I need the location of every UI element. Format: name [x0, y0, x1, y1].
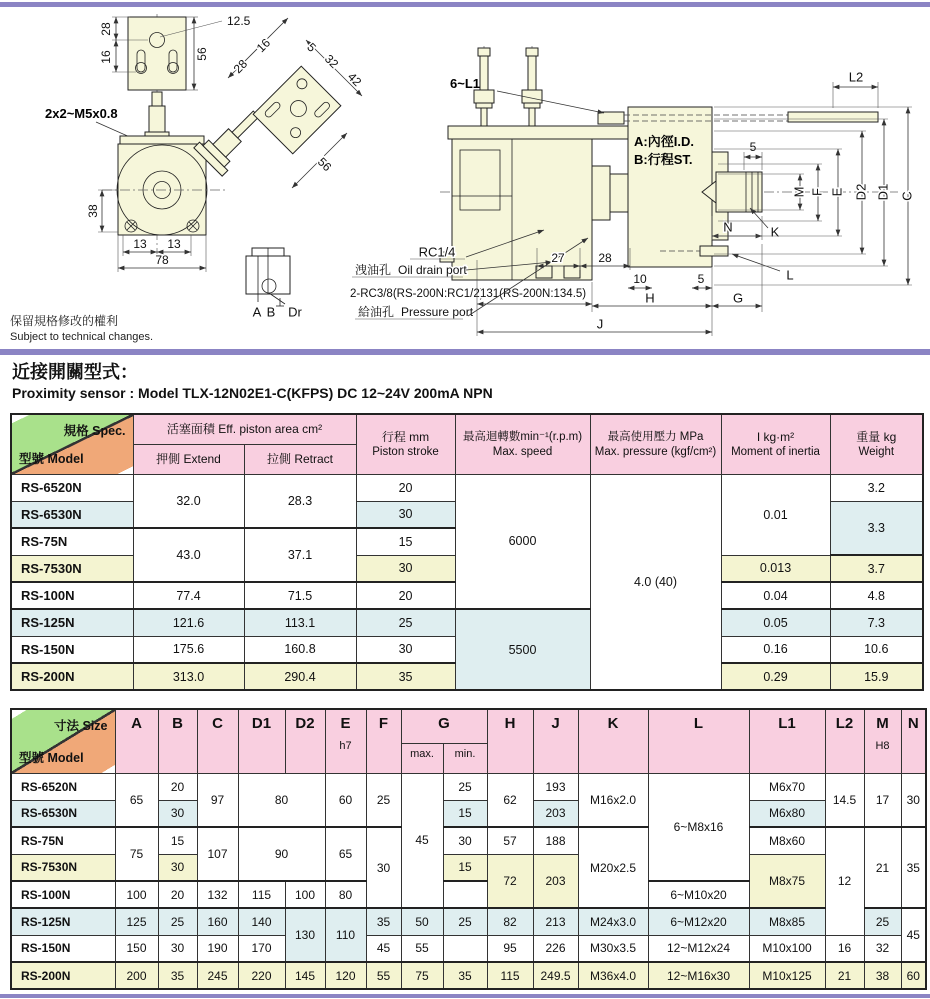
drain-zh: 洩油孔 [355, 263, 392, 278]
value-cell: 37.1 [244, 528, 356, 582]
value-cell: 0.29 [721, 663, 830, 690]
model-label: 型號 Model [19, 451, 84, 466]
technical-drawings [0, 0, 930, 348]
plate-dim-5: 5 [304, 40, 319, 55]
value-cell: 25 [366, 773, 401, 827]
col-header-l: L [648, 709, 749, 773]
dim-13b: 13 [167, 237, 181, 252]
value-cell: 21 [864, 827, 901, 908]
value-cell: 145 [285, 962, 325, 989]
value-cell [443, 935, 487, 962]
len131-label: 131(RS-200N:134.5) [480, 288, 587, 301]
value-cell: 203 [533, 800, 578, 827]
model-cell: RS-125N [11, 609, 133, 636]
col-header-g: G [401, 709, 487, 743]
size-label: 寸法 Size [54, 719, 108, 733]
value-cell: 82 [487, 908, 533, 935]
table-row [11, 773, 926, 800]
value-cell: 71.5 [244, 582, 356, 609]
value-cell: 15.9 [830, 663, 923, 690]
value-cell: 20 [158, 773, 197, 800]
section-divider-bar [0, 349, 930, 355]
value-cell: M8x75 [749, 854, 825, 908]
l-label: L [786, 267, 794, 283]
side-view-drawing [350, 46, 914, 336]
bolt-label: 6~L1 [450, 76, 480, 91]
value-cell: 35 [158, 962, 197, 989]
d1-label: D1 [875, 183, 891, 201]
value-cell: 5500 [455, 609, 590, 690]
dim-12-5: 12.5 [227, 14, 251, 29]
model-cell: RS-150N [11, 636, 133, 663]
port-dr-label: Dr [288, 304, 302, 320]
section-title: 近接開關型式： [12, 362, 138, 382]
value-cell: 30 [158, 854, 197, 881]
value-cell: 100 [285, 881, 325, 908]
table-row [11, 827, 926, 854]
dim-27: 27 [551, 251, 565, 266]
value-cell: 30 [158, 935, 197, 962]
value-cell: 120 [325, 962, 366, 989]
value-cell: 150 [115, 935, 158, 962]
value-cell: 32.0 [133, 474, 244, 528]
value-cell: 17 [864, 773, 901, 827]
dim-28: 28 [598, 251, 612, 266]
value-cell: 75 [115, 827, 158, 881]
value-cell: 65 [325, 827, 366, 881]
value-cell: 80 [325, 881, 366, 908]
col-header-inertia: I kg·m² Moment of inertia [721, 414, 830, 474]
plate-dim-16: 16 [253, 35, 274, 56]
value-cell: M24x3.0 [578, 908, 648, 935]
value-cell: 25 [443, 773, 487, 800]
value-cell: M8x60 [749, 827, 825, 854]
col-header-a: A [115, 709, 158, 773]
value-cell: 12~M16x30 [648, 962, 749, 989]
value-cell: 15 [443, 854, 487, 881]
value-cell: 77.4 [133, 582, 244, 609]
value-cell: 175.6 [133, 636, 244, 663]
bottom-accent-bar [0, 994, 930, 998]
value-cell: 72 [487, 854, 533, 908]
value-cell: 16 [825, 935, 864, 962]
value-cell: M20x2.5 [578, 827, 648, 908]
model-label: 型號 Model [19, 750, 84, 765]
dim-78: 78 [155, 253, 169, 268]
value-cell: 6000 [455, 474, 590, 609]
col-header-d1: D1 [238, 709, 285, 773]
value-cell: 55 [366, 962, 401, 989]
output-shaft [716, 172, 762, 212]
value-cell: 65 [115, 773, 158, 827]
dim-28: 28 [99, 22, 114, 36]
value-cell: 140 [238, 908, 285, 935]
port-a-label: A [252, 304, 262, 320]
value-cell: 4.8 [830, 582, 923, 609]
value-cell: 249.5 [533, 962, 578, 989]
col-header-m: M H8 [864, 709, 901, 773]
col-header-l1: L1 [749, 709, 825, 773]
col-header-b: B [158, 709, 197, 773]
value-cell: 193 [533, 773, 578, 800]
model-cell: RS-200N [11, 663, 133, 690]
spec-table [10, 413, 924, 691]
value-cell: 20 [356, 582, 455, 609]
col-header-h: H [487, 709, 533, 773]
value-cell: 12~M12x24 [648, 935, 749, 962]
model-cell: RS-6530N [11, 501, 133, 528]
bore-note: A:內徑I.D. [634, 134, 694, 149]
value-cell: 6~M8x16 [648, 773, 749, 881]
g-label: G [732, 290, 744, 306]
model-cell: RS-6530N [11, 800, 115, 827]
model-cell: RS-125N [11, 908, 115, 935]
plate-dim-32: 32 [321, 51, 342, 72]
value-cell: 30 [158, 800, 197, 827]
d2-label: D2 [853, 183, 869, 201]
table-row [11, 962, 926, 989]
value-cell: 35 [443, 962, 487, 989]
col-header-e: E h7 [325, 709, 366, 773]
value-cell: 213 [533, 908, 578, 935]
front-view-drawing [10, 14, 364, 343]
value-cell: 35 [366, 908, 401, 935]
col-header-f: F [366, 709, 401, 773]
value-cell: 110 [325, 908, 366, 962]
l2-pin [788, 112, 878, 122]
value-cell: 190 [197, 935, 238, 962]
value-cell: 57 [487, 827, 533, 854]
value-cell: 30 [443, 827, 487, 854]
value-cell: 0.04 [721, 582, 830, 609]
value-cell: 15 [158, 827, 197, 854]
n-label: N [723, 219, 733, 235]
value-cell: 4.0 (40) [590, 474, 721, 690]
l2-label: L2 [848, 69, 864, 85]
model-cell: RS-7530N [11, 854, 115, 881]
value-cell: 14.5 [825, 773, 864, 827]
body-flange [120, 136, 204, 144]
value-cell: 50 [401, 908, 443, 935]
value-cell: 130 [285, 908, 325, 962]
dim-5-bottom: 5 [697, 272, 705, 287]
value-cell: 6~M10x20 [648, 881, 749, 908]
press-zh: 給油孔 [358, 305, 395, 320]
value-cell: 132 [197, 881, 238, 908]
col-header-speed: 最高迴轉數min⁻¹(r.p.m) Max. speed [455, 414, 590, 474]
port-section-view [246, 248, 303, 319]
value-cell: 21 [825, 962, 864, 989]
col-header-d2: D2 [285, 709, 325, 773]
value-cell: 95 [487, 935, 533, 962]
value-cell: M16x2.0 [578, 773, 648, 827]
value-cell: 45 [366, 935, 401, 962]
value-cell: 160.8 [244, 636, 356, 663]
k-label: K [770, 224, 780, 240]
plate-dim-56: 56 [314, 154, 335, 175]
m-label: M [791, 186, 807, 198]
value-cell: 0.05 [721, 609, 830, 636]
value-cell: M8x85 [749, 908, 825, 935]
value-cell: 62 [487, 773, 533, 827]
value-cell: 30 [901, 773, 926, 827]
col-header-pressure: 最高使用壓力 MPa Max. pressure (kgf/cm²) [590, 414, 721, 474]
lower-pin [700, 246, 728, 256]
value-cell: M36x4.0 [578, 962, 648, 989]
value-cell [443, 881, 487, 908]
f-label: F [809, 188, 825, 196]
col-header-l2: L2 [825, 709, 864, 773]
model-cell: RS-100N [11, 582, 133, 609]
value-cell: 25 [158, 908, 197, 935]
value-cell: 0.16 [721, 636, 830, 663]
model-cell: RS-100N [11, 881, 115, 908]
model-cell: RS-6520N [11, 773, 115, 800]
value-cell: M10x125 [749, 962, 825, 989]
value-cell: 226 [533, 935, 578, 962]
mount-bracket [448, 126, 628, 139]
h-label: H [645, 290, 655, 306]
value-cell: 43.0 [133, 528, 244, 582]
e-label: E [829, 187, 845, 197]
col-header-j: J [533, 709, 578, 773]
value-cell: 200 [115, 962, 158, 989]
port-b-label: B [266, 304, 276, 320]
value-cell: 35 [901, 827, 926, 908]
rc38-label: 2-RC3/8(RS-200N:RC1/2) [350, 288, 484, 301]
plate-dim-28: 28 [230, 56, 251, 77]
table-row [11, 935, 926, 962]
rc14-label: RC1/4 [418, 244, 456, 260]
value-cell: 97 [197, 773, 238, 827]
value-cell: 115 [487, 962, 533, 989]
col-header-n: N [901, 709, 926, 773]
table-row [11, 474, 923, 501]
value-cell: 125 [115, 908, 158, 935]
value-cell: M6x70 [749, 773, 825, 800]
dim-5-top: 5 [749, 140, 757, 155]
col-header-extend: 押側 Extend [133, 444, 244, 474]
model-cell: RS-6520N [11, 474, 133, 501]
value-cell: M6x80 [749, 800, 825, 827]
model-cell: RS-7530N [11, 555, 133, 582]
value-cell: 80 [238, 773, 325, 827]
dim-13a: 13 [133, 237, 147, 252]
plate-dim-42: 42 [344, 69, 365, 90]
value-cell: 121.6 [133, 609, 244, 636]
col-header-k: K [578, 709, 648, 773]
model-cell: RS-75N [11, 827, 115, 854]
value-cell: 30 [366, 827, 401, 908]
value-cell: 15 [443, 800, 487, 827]
col-header-retract: 拉側 Retract [244, 444, 356, 474]
value-cell: 290.4 [244, 663, 356, 690]
col-header-weight: 重量 kg Weight [830, 414, 923, 474]
value-cell: 75 [401, 962, 443, 989]
note-zh: 保留規格修改的權利 [10, 314, 119, 329]
value-cell: M10x100 [749, 935, 825, 962]
value-cell: 7.3 [830, 609, 923, 636]
value-cell: 170 [238, 935, 285, 962]
col-header-g-max: max. [401, 743, 443, 773]
value-cell: M30x3.5 [578, 935, 648, 962]
value-cell: 35 [356, 663, 455, 690]
proximity-sensor-line: Proximity sensor : Model TLX-12N02E1-C(KFPS) DC 12~24V 200mA NPN [12, 385, 493, 401]
note-en: Subject to technical changes. [10, 330, 154, 343]
value-cell: 188 [533, 827, 578, 854]
value-cell: 60 [325, 773, 366, 827]
value-cell: 0.013 [721, 555, 830, 582]
value-cell: 25 [864, 908, 901, 935]
c-label: C [899, 191, 915, 201]
value-cell: 203 [533, 854, 578, 908]
value-cell: 10.6 [830, 636, 923, 663]
value-cell: 3.3 [830, 501, 923, 555]
col-header-c: C [197, 709, 238, 773]
dim-38: 38 [86, 204, 101, 218]
dim-16: 16 [99, 50, 114, 64]
spec-corner-header [11, 414, 133, 474]
value-cell: 220 [238, 962, 285, 989]
value-cell: 6~M12x20 [648, 908, 749, 935]
col-header-piston-area: 活塞面積 Eff. piston area cm² [133, 414, 356, 444]
press-en: Pressure port [401, 305, 474, 320]
value-cell: 12 [825, 827, 864, 935]
stroke-note: B:行程ST. [634, 152, 693, 167]
dim-10: 10 [633, 272, 647, 287]
dim-corner-header [11, 709, 115, 773]
value-cell: 20 [356, 474, 455, 501]
drain-en: Oil drain port [398, 263, 467, 278]
model-cell: RS-150N [11, 935, 115, 962]
model-cell: RS-75N [11, 528, 133, 555]
value-cell: 55 [401, 935, 443, 962]
table-row [11, 908, 926, 935]
value-cell: 30 [356, 501, 455, 528]
value-cell: 313.0 [133, 663, 244, 690]
table-row [11, 609, 923, 636]
housing [452, 139, 592, 280]
value-cell: 0.01 [721, 474, 830, 555]
value-cell: 245 [197, 962, 238, 989]
value-cell: 90 [238, 827, 325, 881]
value-cell: 25 [443, 908, 487, 935]
spec-label: 規格 Spec. [63, 424, 126, 438]
dim-56: 56 [195, 47, 210, 61]
value-cell: 15 [356, 528, 455, 555]
value-cell: 32 [864, 935, 901, 962]
value-cell: 3.2 [830, 474, 923, 501]
value-cell: 100 [115, 881, 158, 908]
value-cell: 28.3 [244, 474, 356, 528]
model-cell: RS-200N [11, 962, 115, 989]
value-cell: 20 [158, 881, 197, 908]
value-cell: 107 [197, 827, 238, 881]
value-cell: 45 [401, 773, 443, 908]
thread-label: 2x2~M5x0.8 [45, 106, 118, 121]
value-cell: 160 [197, 908, 238, 935]
value-cell: 115 [238, 881, 285, 908]
value-cell: 25 [356, 609, 455, 636]
value-cell: 30 [356, 636, 455, 663]
value-cell: 38 [864, 962, 901, 989]
value-cell: 113.1 [244, 609, 356, 636]
dimension-table [10, 708, 927, 990]
mount-plate-rotated [253, 66, 341, 154]
col-header-g-min: min. [443, 743, 487, 773]
value-cell: 60 [901, 962, 926, 989]
j-label: J [596, 316, 604, 332]
value-cell: 30 [356, 555, 455, 582]
value-cell: 45 [901, 908, 926, 962]
cylinder-body [628, 107, 712, 267]
value-cell: 3.7 [830, 555, 923, 582]
col-header-stroke: 行程 mm Piston stroke [356, 414, 455, 474]
